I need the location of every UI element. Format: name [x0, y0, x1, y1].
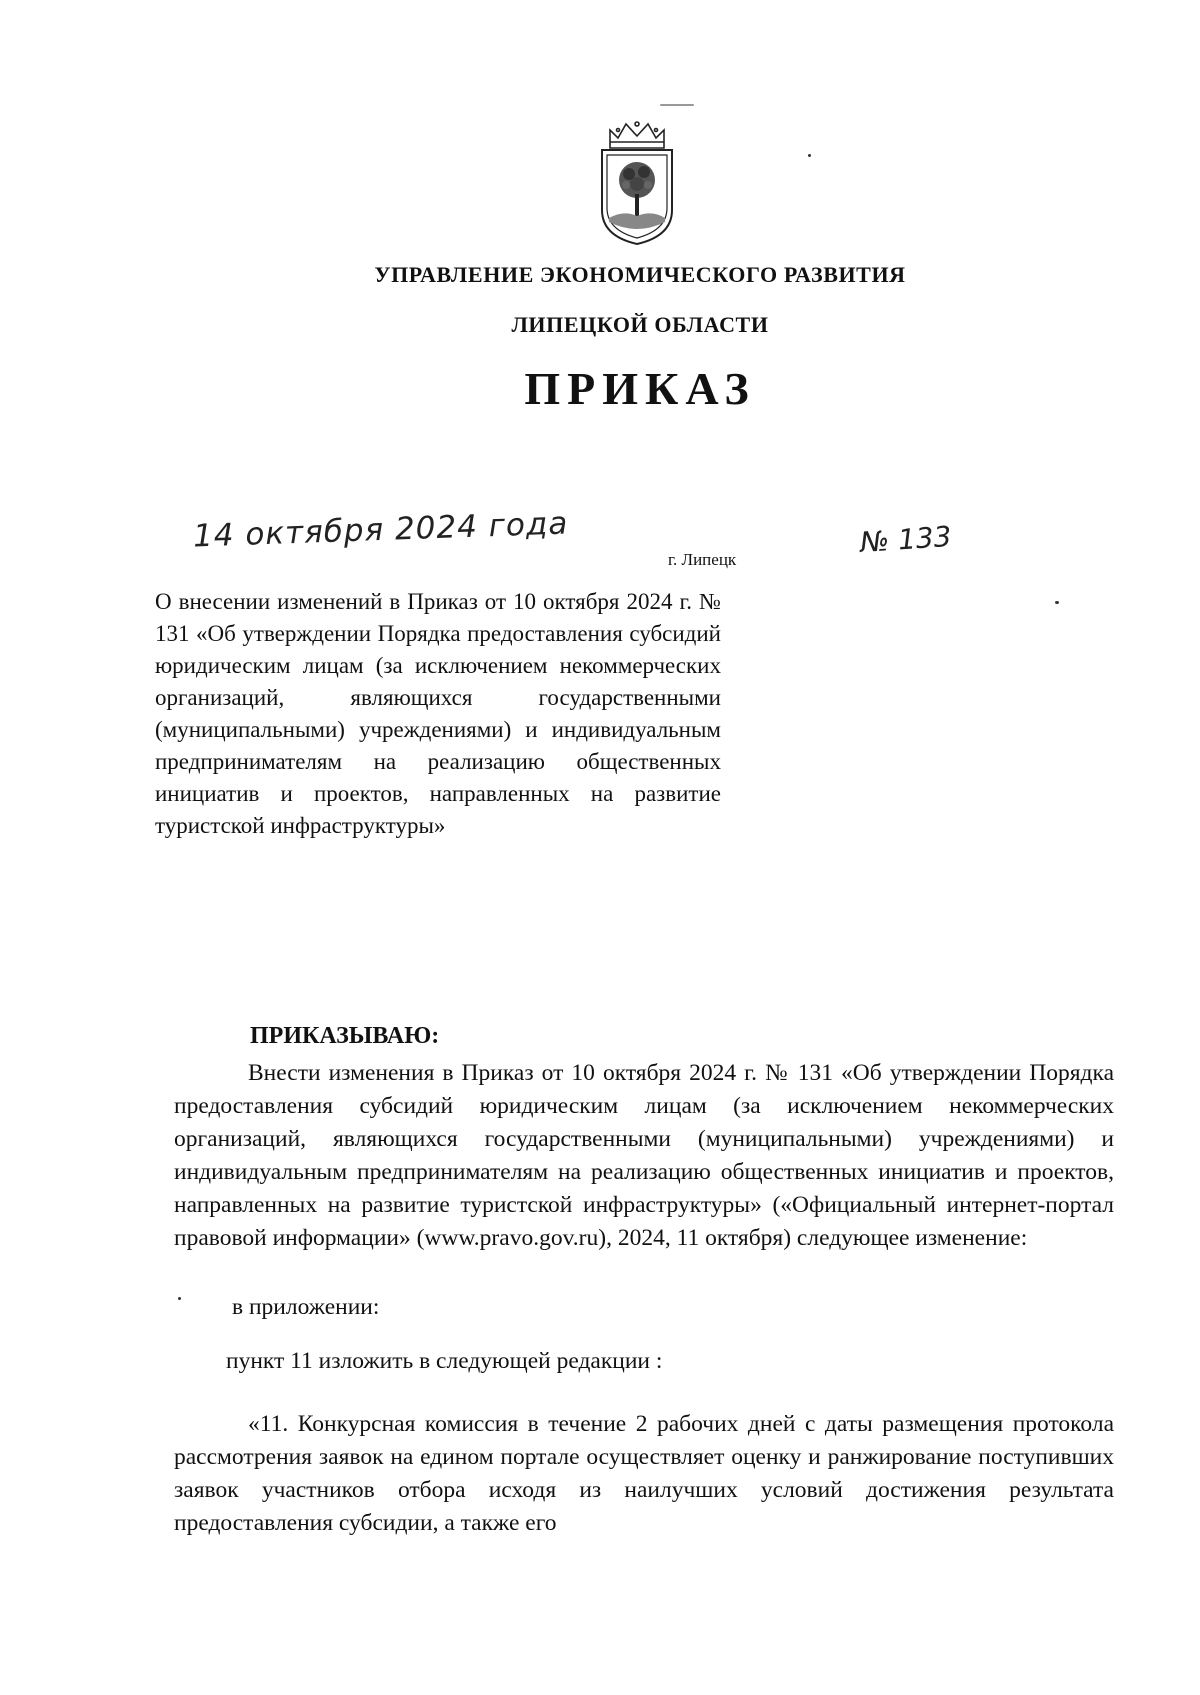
org-name-line1: УПРАВЛЕНИЕ ЭКОНОМИЧЕСКОГО РАЗВИТИЯ: [374, 262, 906, 287]
scan-speck: [178, 1297, 181, 1300]
body-paragraph-2: в приложении:: [232, 1294, 380, 1320]
body-paragraph-3: пункт 11 изложить в следующей редакции :: [226, 1348, 663, 1374]
document-subject: О внесении изменений в Приказ от 10 октября 2024 г. № 131 «Об утверждении Порядка предоставления субсидий юридическим лицам (за исключением некоммерческих организаций, являющихся государственными (муниципальными) учреждениями) и индивидуальным предпринимателям на реализацию общественных инициатив и проектов, направленных на развитие туристской инфраструктуры»: [155, 589, 721, 838]
body-paragraph-4: «11. Конкурсная комиссия в течение 2 рабочих дней с даты размещения протокола рассмотрения заявок на едином портале осуществляет оценку и ранжирование поступивших заявок участников отбора исходя из наилучших условий достижения результата предоставления субсидии, а также его: [174, 1411, 1114, 1536]
scan-speck: [808, 154, 811, 157]
coat-of-arms-icon: [596, 118, 678, 248]
scan-speck: [1055, 601, 1059, 604]
document-title: ПРИКАЗ: [524, 363, 756, 414]
order-word: ПРИКАЗЫВАЮ:: [250, 1023, 440, 1049]
body-paragraph-1: Внести изменения в Приказ от 10 октября 2024 г. № 131 «Об утверждении Порядка предоставления субсидий юридическим лицам (за исключением некоммерческих организаций, являющихся государственными (муниципальными) учреждениями) и индивидуальным предпринимателям на реализацию общественных инициатив и проектов, направленных на развитие туристской инфраструктуры» («Официальный интернет-портал правовой информации» (www.pravo.gov.ru), 2024, 11 октября) следующее изменение:: [174, 1060, 1114, 1251]
scan-speck: [660, 104, 694, 106]
handwritten-number: № 133: [858, 519, 953, 560]
city-label: г. Липецк: [668, 550, 737, 569]
handwritten-date: 14 октября 2024 года: [192, 505, 569, 555]
org-name-line2: ЛИПЕЦКОЙ ОБЛАСТИ: [511, 312, 769, 337]
